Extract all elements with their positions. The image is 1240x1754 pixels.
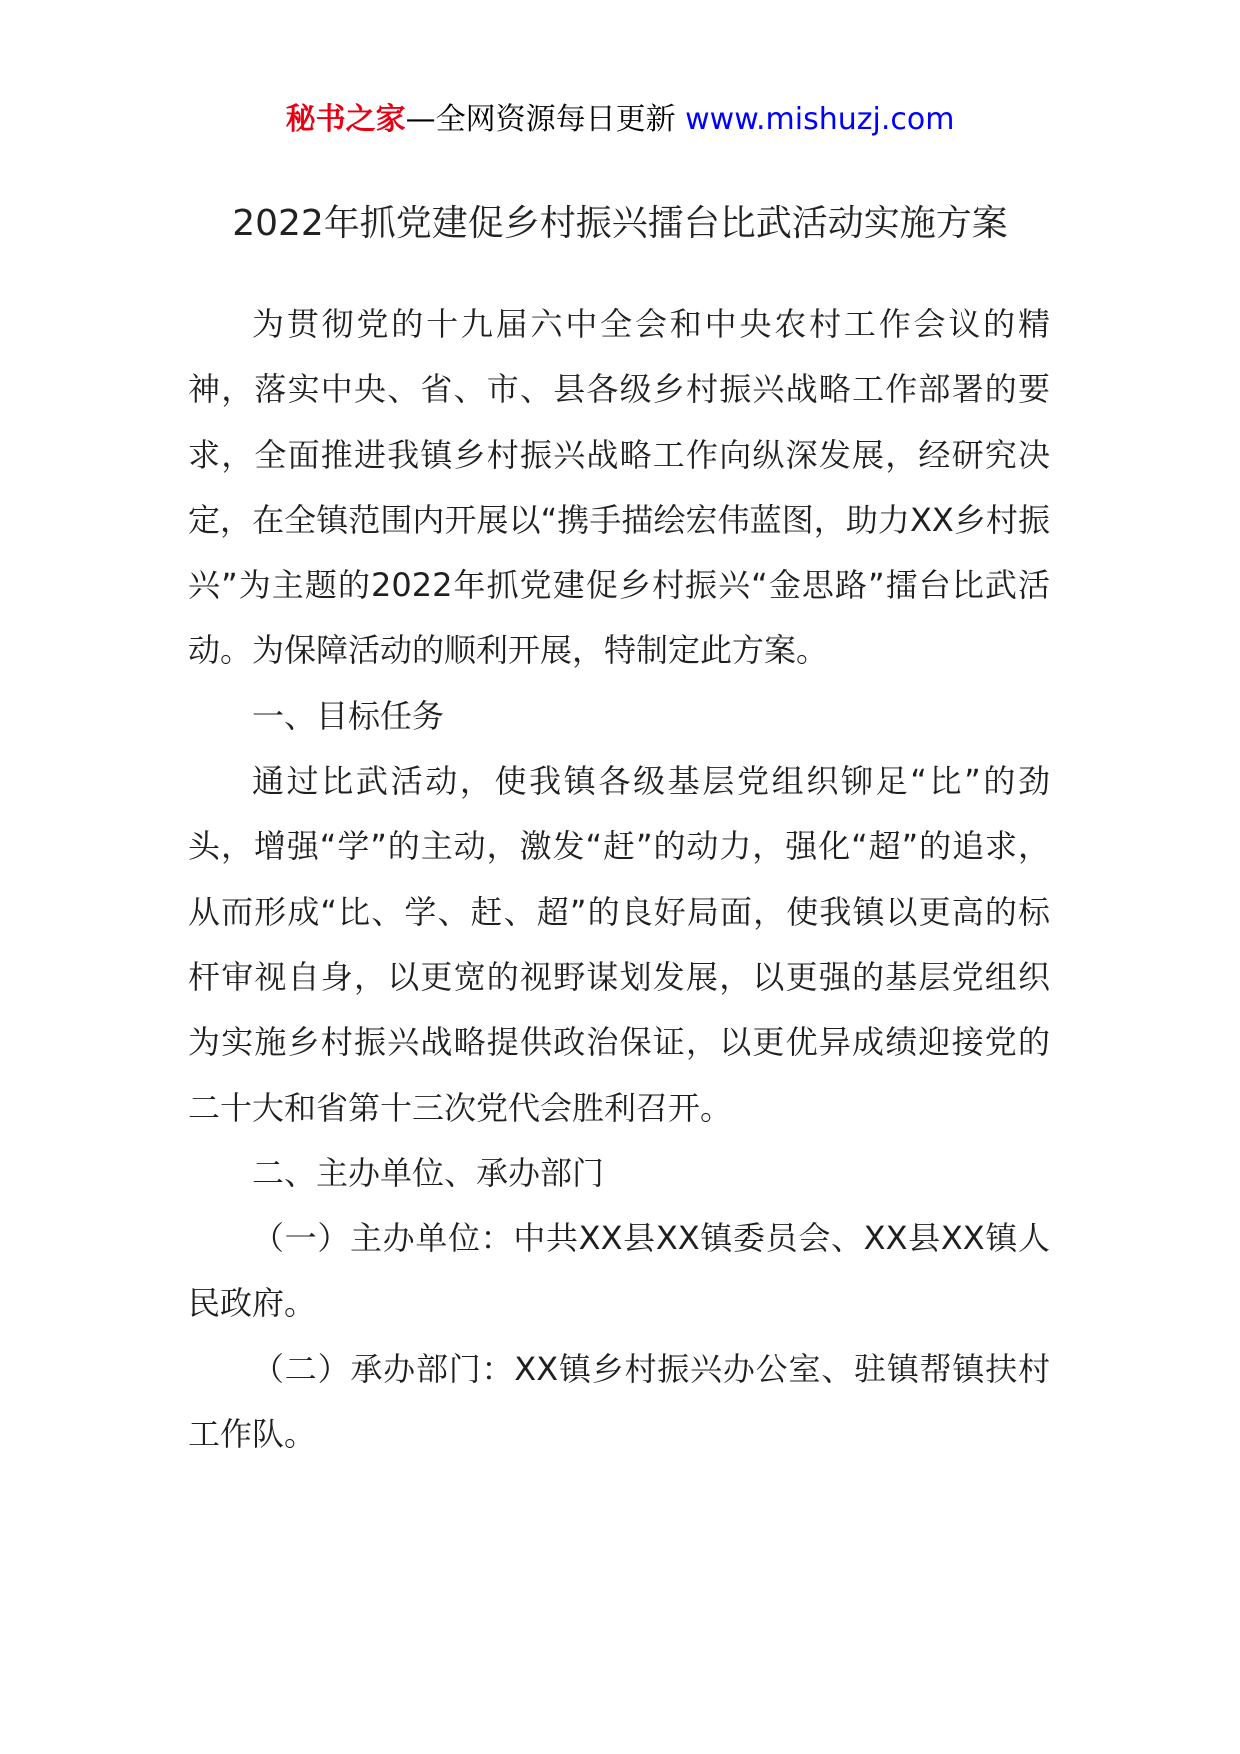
site-url-link[interactable]: www.mishuzj.com [685, 102, 955, 137]
site-header [0, 100, 1240, 140]
section-heading-objectives: 一、目标任务 [252, 696, 445, 735]
intro-paragraph: 为贯彻党的十九届六中全会和中央农村工作会议的精神，落实中央、省、市、县各级乡村振兴战略工作部署的要求，全面推进我镇乡村振兴战略工作向纵深发展，经研究决定，在全镇范围内开展以“携手描绘宏伟蓝图，助力XX乡村振兴”为主题的2022年抓党建促乡村振兴“金思路”擂台比武活动。为保障活动的顺利开展，特制定此方案。 [188, 305, 1050, 670]
organizer-department-paragraph: （二）承办部门：XX镇乡村振兴办公室、驻镇帮镇扶村工作队。 [188, 1349, 1050, 1454]
section-heading-organizers: 二、主办单位、承办部门 [252, 1153, 605, 1192]
document-body [188, 292, 1050, 1467]
header-tagline: —全网资源每日更新 [405, 102, 686, 137]
objectives-paragraph: 通过比武活动，使我镇各级基层党组织铆足“比”的劲头，增强“学”的主动，激发“赶”的动力，强化“超”的追求，从而形成“比、学、赶、超”的良好局面，使我镇以更高的标杆审视自身，以更宽的视野谋划发展，以更强的基层党组织为实施乡村振兴战略提供政治保证，以更优异成绩迎接党的二十大和省第十三次党代会胜利召开。 [188, 762, 1050, 1127]
document-title: 2022年抓党建促乡村振兴擂台比武活动实施方案 [232, 203, 1008, 244]
host-unit-paragraph: （一）主办单位：中共XX县XX镇委员会、XX县XX镇人民政府。 [188, 1219, 1050, 1323]
brand-name: 秘书之家 [285, 102, 406, 137]
